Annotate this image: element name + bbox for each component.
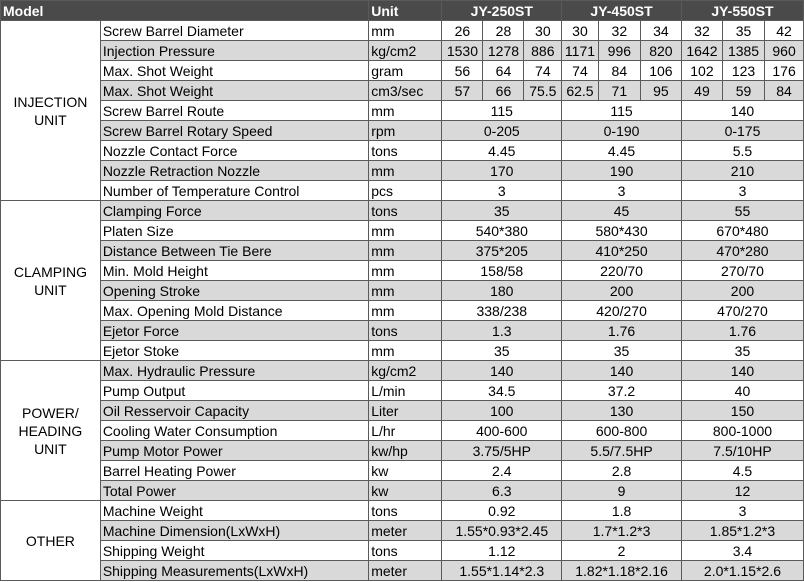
unit-cell: meter (369, 521, 442, 541)
table-row (1, 501, 804, 521)
value-cell: 270/70 (681, 261, 803, 281)
unit-cell: mm (369, 281, 442, 301)
unit-cell: mm (369, 221, 442, 241)
table-row (1, 41, 804, 61)
value-cell: 960 (765, 41, 804, 61)
unit-cell: pcs (369, 181, 442, 201)
value-cell: 102 (681, 61, 722, 81)
unit-cell: mm (369, 21, 442, 41)
value-cell: 210 (681, 161, 803, 181)
unit-cell: meter (369, 561, 442, 581)
value-cell: 410*250 (562, 241, 682, 261)
unit-cell: Liter (369, 401, 442, 421)
value-cell: 64 (483, 61, 524, 81)
unit-cell: mm (369, 341, 442, 361)
value-cell: 37.2 (562, 381, 682, 401)
value-cell: 5.5 (681, 141, 803, 161)
value-cell: 820 (640, 41, 681, 61)
parameter-name: Barrel Heating Power (100, 461, 368, 481)
value-cell: 1.76 (562, 321, 682, 341)
value-cell: 170 (442, 161, 562, 181)
unit-cell: mm (369, 261, 442, 281)
value-cell: 470/270 (681, 301, 803, 321)
value-cell: 106 (640, 61, 681, 81)
unit-cell: tons (369, 201, 442, 221)
parameter-name: Clamping Force (100, 201, 368, 221)
parameter-name: Oil Resservoir Capacity (100, 401, 368, 421)
value-cell: 996 (598, 41, 640, 61)
section-label (1, 201, 101, 361)
table-row (1, 401, 804, 421)
table-row (1, 201, 804, 221)
value-cell: 1.55*1.14*2.3 (442, 561, 562, 581)
value-cell: 190 (562, 161, 682, 181)
parameter-name: Ejetor Stoke (100, 341, 368, 361)
table-row (1, 481, 804, 501)
table-row (1, 381, 804, 401)
value-cell: 49 (681, 81, 722, 101)
value-cell: 75.5 (524, 81, 562, 101)
table-row (1, 421, 804, 441)
value-cell: 57 (442, 81, 483, 101)
table-row (1, 221, 804, 241)
header-unit-label: Unit (369, 1, 442, 21)
value-cell: 84 (598, 61, 640, 81)
section-label-line: POWER/ (22, 404, 79, 421)
value-cell: 200 (562, 281, 682, 301)
value-cell: 200 (681, 281, 803, 301)
value-cell: 66 (483, 81, 524, 101)
parameter-name: Pump Output (100, 381, 368, 401)
value-cell: 4.5 (681, 461, 803, 481)
value-cell: 1.7*1.2*3 (562, 521, 682, 541)
unit-cell: kg/cm2 (369, 361, 442, 381)
value-cell: 338/238 (442, 301, 562, 321)
value-cell: 59 (722, 81, 764, 101)
value-cell: 84 (765, 81, 804, 101)
unit-cell: tons (369, 501, 442, 521)
value-cell: 420/270 (562, 301, 682, 321)
value-cell: 180 (442, 281, 562, 301)
value-cell: 800-1000 (681, 421, 803, 441)
section-label-line: INJECTION (13, 93, 88, 110)
value-cell: 5.5/7.5HP (562, 441, 682, 461)
value-cell: 6.3 (442, 481, 562, 501)
value-cell: 400-600 (442, 421, 562, 441)
parameter-name: Nozzle Retraction Nozzle (100, 161, 368, 181)
value-cell: 1278 (483, 41, 524, 61)
unit-cell: kw (369, 461, 442, 481)
value-cell: 0-190 (562, 121, 682, 141)
value-cell: 0-205 (442, 121, 562, 141)
header-row (1, 1, 804, 21)
spec-body (1, 21, 804, 581)
value-cell: 35 (681, 341, 803, 361)
table-row (1, 521, 804, 541)
unit-cell: mm (369, 161, 442, 181)
value-cell: 580*430 (562, 221, 682, 241)
value-cell: 670*480 (681, 221, 803, 241)
unit-cell: rpm (369, 121, 442, 141)
value-cell: 3 (681, 181, 803, 201)
table-row (1, 181, 804, 201)
parameter-name: Total Power (100, 481, 368, 501)
parameter-name: Screw Barrel Route (100, 101, 368, 121)
value-cell: 95 (640, 81, 681, 101)
value-cell: 26 (442, 21, 483, 41)
value-cell: 28 (483, 21, 524, 41)
table-row (1, 101, 804, 121)
parameter-name: Screw Barrel Diameter (100, 21, 368, 41)
value-cell: 74 (562, 61, 599, 81)
unit-cell: tons (369, 321, 442, 341)
parameter-name: Pump Motor Power (100, 441, 368, 461)
value-cell: 55 (681, 201, 803, 221)
table-row (1, 281, 804, 301)
section-label-line: UNIT (34, 440, 67, 457)
value-cell: 74 (524, 61, 562, 81)
value-cell: 140 (681, 361, 803, 381)
unit-cell: mm (369, 301, 442, 321)
parameter-name: Shipping Measurements(LxWxH) (100, 561, 368, 581)
value-cell: 1530 (442, 41, 483, 61)
value-cell: 1.8 (562, 501, 682, 521)
value-cell: 140 (681, 101, 803, 121)
value-cell: 1171 (562, 41, 599, 61)
value-cell: 35 (442, 341, 562, 361)
value-cell: 34.5 (442, 381, 562, 401)
parameter-name: Shipping Weight (100, 541, 368, 561)
table-row (1, 161, 804, 181)
value-cell: 123 (722, 61, 764, 81)
value-cell: 2.0*1.15*2.6 (681, 561, 803, 581)
section-label (1, 501, 101, 581)
header-model-name: JY-450ST (562, 1, 682, 21)
value-cell: 150 (681, 401, 803, 421)
value-cell: 4.45 (562, 141, 682, 161)
section-label-line: UNIT (34, 281, 67, 298)
section-label (1, 361, 101, 501)
unit-cell: mm (369, 101, 442, 121)
value-cell: 0.92 (442, 501, 562, 521)
value-cell: 3.75/5HP (442, 441, 562, 461)
value-cell: 1.3 (442, 321, 562, 341)
table-row (1, 321, 804, 341)
unit-cell: kw (369, 481, 442, 501)
value-cell: 35 (562, 341, 682, 361)
value-cell: 140 (442, 361, 562, 381)
parameter-name: Max. Shot Weight (100, 81, 368, 101)
value-cell: 158/58 (442, 261, 562, 281)
parameter-name: Nozzle Contact Force (100, 141, 368, 161)
value-cell: 12 (681, 481, 803, 501)
value-cell: 1.85*1.2*3 (681, 521, 803, 541)
header-model-name: JY-550ST (681, 1, 803, 21)
value-cell: 32 (598, 21, 640, 41)
value-cell: 35 (722, 21, 764, 41)
parameter-name: Number of Temperature Control (100, 181, 368, 201)
parameter-name: Max. Hydraulic Pressure (100, 361, 368, 381)
value-cell: 3 (442, 181, 562, 201)
unit-cell: mm (369, 241, 442, 261)
table-row (1, 461, 804, 481)
value-cell: 9 (562, 481, 682, 501)
section-label-line: UNIT (34, 111, 67, 128)
header-model-label: Model (1, 1, 369, 21)
value-cell: 1385 (722, 41, 764, 61)
value-cell: 2.4 (442, 461, 562, 481)
unit-cell: kw/hp (369, 441, 442, 461)
unit-cell: kg/cm2 (369, 41, 442, 61)
parameter-name: Min. Mold Height (100, 261, 368, 281)
section-label-line: CLAMPING (13, 263, 87, 280)
value-cell: 220/70 (562, 261, 682, 281)
parameter-name: Opening Stroke (100, 281, 368, 301)
value-cell: 30 (524, 21, 562, 41)
value-cell: 540*380 (442, 221, 562, 241)
value-cell: 3 (681, 501, 803, 521)
unit-cell: cm3/sec (369, 81, 442, 101)
table-row (1, 301, 804, 321)
value-cell: 2.8 (562, 461, 682, 481)
table-row (1, 141, 804, 161)
header-model-name: JY-250ST (442, 1, 562, 21)
value-cell: 375*205 (442, 241, 562, 261)
value-cell: 0-175 (681, 121, 803, 141)
table-row (1, 541, 804, 561)
value-cell: 45 (562, 201, 682, 221)
value-cell: 1.76 (681, 321, 803, 341)
table-row (1, 561, 804, 581)
value-cell: 1.12 (442, 541, 562, 561)
table-row (1, 81, 804, 101)
unit-cell: gram (369, 61, 442, 81)
value-cell: 130 (562, 401, 682, 421)
parameter-name: Cooling Water Consumption (100, 421, 368, 441)
value-cell: 40 (681, 381, 803, 401)
value-cell: 140 (562, 361, 682, 381)
value-cell: 56 (442, 61, 483, 81)
value-cell: 886 (524, 41, 562, 61)
value-cell: 600-800 (562, 421, 682, 441)
value-cell: 3 (562, 181, 682, 201)
parameter-name: Machine Weight (100, 501, 368, 521)
value-cell: 3.4 (681, 541, 803, 561)
parameter-name: Max. Opening Mold Distance (100, 301, 368, 321)
parameter-name: Distance Between Tie Bere (100, 241, 368, 261)
table-row (1, 121, 804, 141)
value-cell: 71 (598, 81, 640, 101)
value-cell: 42 (765, 21, 804, 41)
table-row (1, 341, 804, 361)
table-row (1, 21, 804, 41)
table-row (1, 61, 804, 81)
value-cell: 115 (442, 101, 562, 121)
parameter-name: Machine Dimension(LxWxH) (100, 521, 368, 541)
value-cell: 4.45 (442, 141, 562, 161)
parameter-name: Screw Barrel Rotary Speed (100, 121, 368, 141)
unit-cell: L/min (369, 381, 442, 401)
value-cell: 100 (442, 401, 562, 421)
value-cell: 35 (442, 201, 562, 221)
table-row (1, 441, 804, 461)
parameter-name: Max. Shot Weight (100, 61, 368, 81)
table-row (1, 361, 804, 381)
unit-cell: tons (369, 541, 442, 561)
section-label-line: HEADING (18, 422, 83, 439)
value-cell: 470*280 (681, 241, 803, 261)
value-cell: 1.55*0.93*2.45 (442, 521, 562, 541)
value-cell: 34 (640, 21, 681, 41)
value-cell: 115 (562, 101, 682, 121)
value-cell: 176 (765, 61, 804, 81)
value-cell: 7.5/10HP (681, 441, 803, 461)
parameter-name: Injection Pressure (100, 41, 368, 61)
table-row (1, 261, 804, 281)
value-cell: 32 (681, 21, 722, 41)
value-cell: 1.82*1.18*2.16 (562, 561, 682, 581)
section-label-line: OTHER (25, 532, 75, 549)
unit-cell: L/hr (369, 421, 442, 441)
parameter-name: Ejetor Force (100, 321, 368, 341)
value-cell: 1642 (681, 41, 722, 61)
value-cell: 62.5 (562, 81, 599, 101)
value-cell: 30 (562, 21, 599, 41)
value-cell: 2 (562, 541, 682, 561)
parameter-name: Platen Size (100, 221, 368, 241)
table-row (1, 241, 804, 261)
unit-cell: tons (369, 141, 442, 161)
section-label (1, 21, 101, 201)
